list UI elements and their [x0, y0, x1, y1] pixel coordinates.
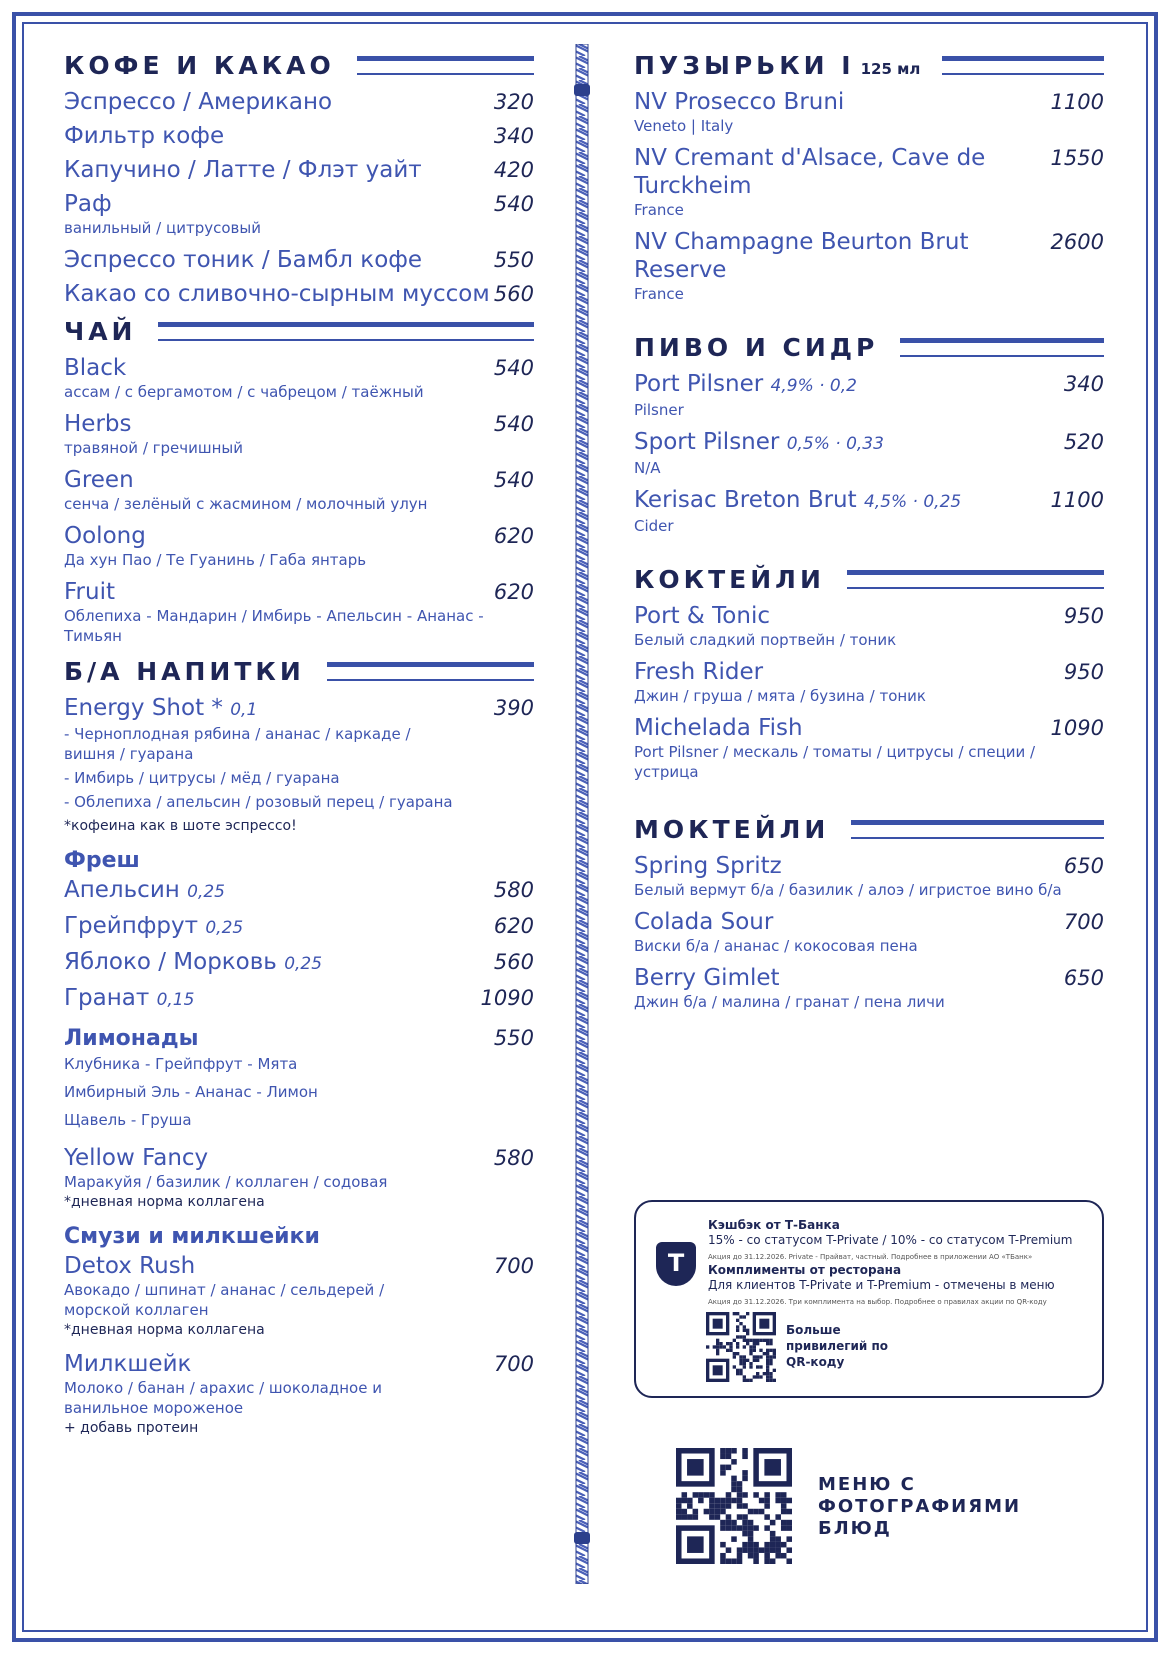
bubbles-list — [634, 88, 1104, 304]
menu-item — [64, 1350, 534, 1378]
menu-item — [64, 876, 534, 906]
mocktails-list — [634, 852, 1104, 1012]
item-desc: France — [634, 285, 684, 303]
item-name: Яблоко / Морковь 0,25 — [64, 949, 323, 975]
menu-item — [64, 578, 534, 606]
promo-line: 15% - со статусом T-Private / 10% - со статусом T-Premium — [708, 1233, 1073, 1247]
menu-item — [64, 466, 534, 494]
item-name: Какао со сливочно-сырным муссом — [64, 281, 490, 307]
menu-item — [634, 658, 1104, 686]
rope-divider — [573, 44, 591, 1584]
promo-line: Для клиентов T-Private и T-Premium - отмечены в меню — [708, 1278, 1055, 1292]
item-desc: Veneto | Italy — [634, 117, 734, 135]
item-name: Port & Tonic — [634, 603, 770, 629]
item-volume: 0,15 — [156, 990, 195, 1010]
menu-item — [64, 984, 534, 1014]
coffee-list — [64, 88, 534, 308]
item-desc: Port Pilsner / мескаль / томаты / цитрусы / специи / устрица — [634, 743, 1036, 781]
item-desc: Джин / груша / мята / бузина / тоник — [634, 687, 926, 705]
section-mocktails-header — [634, 812, 1104, 846]
item-price: 420 — [493, 158, 534, 182]
item-desc: ассам / с бергамотом / с чабрецом / таёжный — [64, 383, 424, 401]
menu-item — [64, 122, 534, 150]
item-name: Kerisac Breton Brut 4,5% · 0,25 — [634, 487, 962, 513]
menu-item — [634, 964, 1104, 992]
item-name: Spring Spritz — [634, 853, 782, 879]
item-desc: Белый вермут б/а / базилик / алоэ / игристое вино б/а — [634, 881, 1062, 899]
section-soft-header — [64, 654, 534, 688]
item-price: 950 — [1063, 604, 1104, 628]
item-price: 540 — [493, 468, 534, 492]
item-name: Herbs — [64, 411, 132, 437]
section-rule — [847, 570, 1104, 589]
item-price: 1550 — [1050, 146, 1104, 170]
item-desc: France — [634, 201, 684, 219]
item-volume: 4,9% · 0,2 — [770, 376, 857, 396]
section-rule — [942, 56, 1104, 75]
menu-item — [634, 428, 1104, 458]
section-title: ПИВО И СИДР — [634, 332, 879, 362]
item-name: NV Cremant d'Alsace, Cave de Turckheim — [634, 145, 986, 199]
item-price: 620 — [493, 580, 534, 604]
menu-item — [64, 190, 534, 218]
item-price: 550 — [493, 1026, 534, 1050]
item-price: 520 — [1063, 430, 1104, 454]
section-cocktails-header — [634, 562, 1104, 596]
section-coffee-header — [64, 48, 534, 82]
item-price: 560 — [493, 282, 534, 306]
item-price: 390 — [493, 696, 534, 720]
item-desc: Облепиха - Мандарин / Имбирь - Апельсин - Ананас - Тимьян — [64, 607, 484, 645]
photo-menu-qr-code-icon[interactable] — [676, 1448, 792, 1564]
section-rule — [158, 322, 534, 341]
menu-item — [64, 354, 534, 382]
promo-text — [708, 1218, 1088, 1308]
item-desc: ванильный / цитрусовый — [64, 219, 261, 237]
item-desc: Pilsner — [634, 401, 684, 419]
item-name: Sport Pilsner 0,5% · 0,33 — [634, 429, 884, 455]
item-price: 580 — [493, 1146, 534, 1170]
item-price: 580 — [493, 878, 534, 902]
item-desc: Виски б/а / ананас / кокосовая пена — [634, 937, 918, 955]
menu-item — [64, 1252, 534, 1280]
menu-item — [64, 88, 534, 116]
menu-item — [64, 912, 534, 942]
section-title: ПУЗЫРЬКИ I 125 мл — [634, 50, 921, 80]
item-desc: Да хун Пао / Те Гуанинь / Габа янтарь — [64, 551, 367, 569]
photo-menu-label: МЕНЮ С ФОТОГРАФИЯМИ БЛЮД — [818, 1474, 1022, 1539]
item-price: 2600 — [1050, 230, 1104, 254]
item-name: Фильтр кофе — [64, 123, 225, 149]
item-name: Fresh Rider — [634, 659, 764, 685]
menu-item — [634, 602, 1104, 630]
menu-item — [634, 714, 1104, 742]
beer-list — [634, 370, 1104, 536]
item-name: Эспрессо тоник / Бамбл кофе — [64, 247, 423, 273]
item-price: 1090 — [1050, 716, 1104, 740]
menu-item — [64, 522, 534, 550]
item-desc: Авокадо / шпинат / ананас / сельдерей / морской коллаген — [64, 1281, 385, 1319]
energy-option: - Имбирь / цитрусы / мёд / гуарана — [64, 769, 340, 787]
section-bubbles-header — [634, 48, 1104, 82]
promo-fineprint: Акция до 31.12.2026. Private - Прайват, частный. Подробнее в приложении АО «ТБанк» — [708, 1253, 1033, 1261]
energy-option: - Облепиха / апельсин / розовый перец / гуарана — [64, 793, 453, 811]
item-name: Michelada Fish — [634, 715, 803, 741]
item-price: 950 — [1063, 660, 1104, 684]
item-name: Милкшейк — [64, 1351, 192, 1377]
fresh-list — [64, 876, 534, 1014]
item-name: Black — [64, 355, 127, 381]
lemonade-option: Щавель - Груша — [64, 1111, 192, 1129]
item-price: 620 — [493, 524, 534, 548]
item-price: 560 — [493, 950, 534, 974]
promo-title: Комплименты от ресторана — [708, 1263, 902, 1277]
section-title: МОКТЕЙЛИ — [634, 814, 830, 844]
item-desc: сенча / зелёный с жасмином / молочный улун — [64, 495, 428, 513]
menu-item — [634, 370, 1104, 400]
section-title: Б/А НАПИТКИ — [64, 656, 305, 686]
smoothie-title: Смузи и милкшейки — [64, 1224, 320, 1249]
item-price: 620 — [493, 914, 534, 938]
menu-item — [634, 228, 1104, 284]
energy-options — [64, 724, 534, 812]
item-name: Fruit — [64, 579, 115, 605]
item-desc: Белый сладкий портвейн / тоник — [634, 631, 897, 649]
item-desc: Cider — [634, 517, 674, 535]
section-title: КОКТЕЙЛИ — [634, 564, 825, 594]
menu-item — [64, 694, 534, 724]
item-price: 1100 — [1050, 90, 1104, 114]
section-beer-header — [634, 330, 1104, 364]
left-column — [64, 48, 534, 1438]
item-name: Эспрессо / Американо — [64, 89, 333, 115]
caffeine-note: *кофеина как в шоте эспрессо! — [64, 818, 297, 834]
promo-fineprint: Акция до 31.12.2026. Три комплимента на выбор. Подробнее о правилах акции по QR-коду — [708, 1298, 1047, 1306]
qr-label: Больше привилегий по QR-коду — [786, 1323, 889, 1369]
menu-item — [64, 246, 534, 274]
item-price: 1090 — [480, 986, 534, 1010]
item-name: Апельсин 0,25 — [64, 877, 225, 903]
item-name: Гранат 0,15 — [64, 985, 195, 1011]
collagen-note: *дневная норма коллагена — [64, 1194, 265, 1210]
item-price: 550 — [493, 248, 534, 272]
menu-item — [634, 908, 1104, 936]
item-price: 540 — [493, 192, 534, 216]
section-rule — [327, 662, 534, 681]
lemonade-header — [64, 1024, 534, 1054]
qr-code-icon[interactable] — [706, 1312, 776, 1382]
item-name: Грейпфрут 0,25 — [64, 913, 244, 939]
right-column — [634, 48, 1104, 1020]
protein-note: + добавь протеин — [64, 1420, 199, 1436]
item-price: 1100 — [1050, 488, 1104, 512]
menu-item — [64, 156, 534, 184]
menu-item — [64, 280, 534, 308]
section-tea-header — [64, 314, 534, 348]
item-desc: Молоко / банан / арахис / шоколадное и ванильное мороженое — [64, 1379, 382, 1417]
item-name: Oolong — [64, 523, 146, 549]
lemonade-option: Клубника - Грейпфрут - Мята — [64, 1055, 298, 1073]
item-price: 540 — [493, 412, 534, 436]
energy-option: - Черноплодная рябина / ананас / каркаде / вишня / гуарана — [64, 725, 411, 763]
item-volume: 0,5% · 0,33 — [786, 434, 884, 454]
menu-item — [634, 144, 1104, 200]
item-name: Port Pilsner 4,9% · 0,2 — [634, 371, 857, 397]
menu-item — [64, 948, 534, 978]
item-name: Yellow Fancy — [64, 1145, 209, 1171]
menu-item — [64, 410, 534, 438]
item-name: Green — [64, 467, 134, 493]
item-volume: 0,25 — [284, 954, 323, 974]
tbank-promo — [634, 1200, 1104, 1398]
item-name: Раф — [64, 191, 112, 217]
menu-item — [634, 852, 1104, 880]
lemonade-option: Имбирный Эль - Ананас - Лимон — [64, 1083, 318, 1101]
item-volume: 4,5% · 0,25 — [863, 492, 962, 512]
item-price: 700 — [493, 1254, 534, 1278]
item-volume: 0,25 — [187, 882, 225, 902]
item-desc: Джин б/а / малина / гранат / пена личи — [634, 993, 945, 1011]
menu-item — [634, 486, 1104, 516]
item-price: 340 — [1063, 372, 1104, 396]
collagen-note: *дневная норма коллагена — [64, 1322, 265, 1338]
menu-item — [64, 1144, 534, 1172]
tbank-shield-icon: T — [656, 1242, 696, 1286]
item-price: 700 — [493, 1352, 534, 1376]
item-volume: 0,25 — [205, 918, 244, 938]
item-desc: травяной / гречишный — [64, 439, 244, 457]
section-rule — [357, 56, 534, 75]
fresh-title: Фреш — [64, 848, 140, 873]
item-name: Energy Shot * 0,1 — [64, 695, 258, 721]
lemonade-title: Лимонады — [64, 1026, 199, 1051]
cocktails-list — [634, 602, 1104, 782]
item-name: NV Champagne Beurton Brut Reserve — [634, 229, 969, 283]
item-price: 650 — [1063, 854, 1104, 878]
item-name: NV Prosecco Bruni — [634, 89, 845, 115]
item-desc: N/A — [634, 459, 661, 477]
lemonade-list — [64, 1054, 534, 1130]
section-title: ЧАЙ — [64, 316, 137, 346]
section-rule — [900, 338, 1104, 357]
item-desc: Маракуйя / базилик / коллаген / содовая — [64, 1173, 388, 1191]
item-price: 650 — [1063, 966, 1104, 990]
item-price: 540 — [493, 356, 534, 380]
tea-list — [64, 354, 534, 646]
section-title: КОФЕ И КАКАО — [64, 50, 335, 80]
promo-title: Кэшбэк от Т-Банка — [708, 1218, 840, 1232]
item-name: Капучино / Латте / Флэт уайт — [64, 157, 422, 183]
item-name: Detox Rush — [64, 1253, 196, 1279]
item-price: 340 — [493, 124, 534, 148]
item-price: 320 — [493, 90, 534, 114]
section-rule — [851, 820, 1104, 839]
item-name: Berry Gimlet — [634, 965, 780, 991]
item-name: Colada Sour — [634, 909, 774, 935]
item-price: 700 — [1063, 910, 1104, 934]
menu-item — [634, 88, 1104, 116]
